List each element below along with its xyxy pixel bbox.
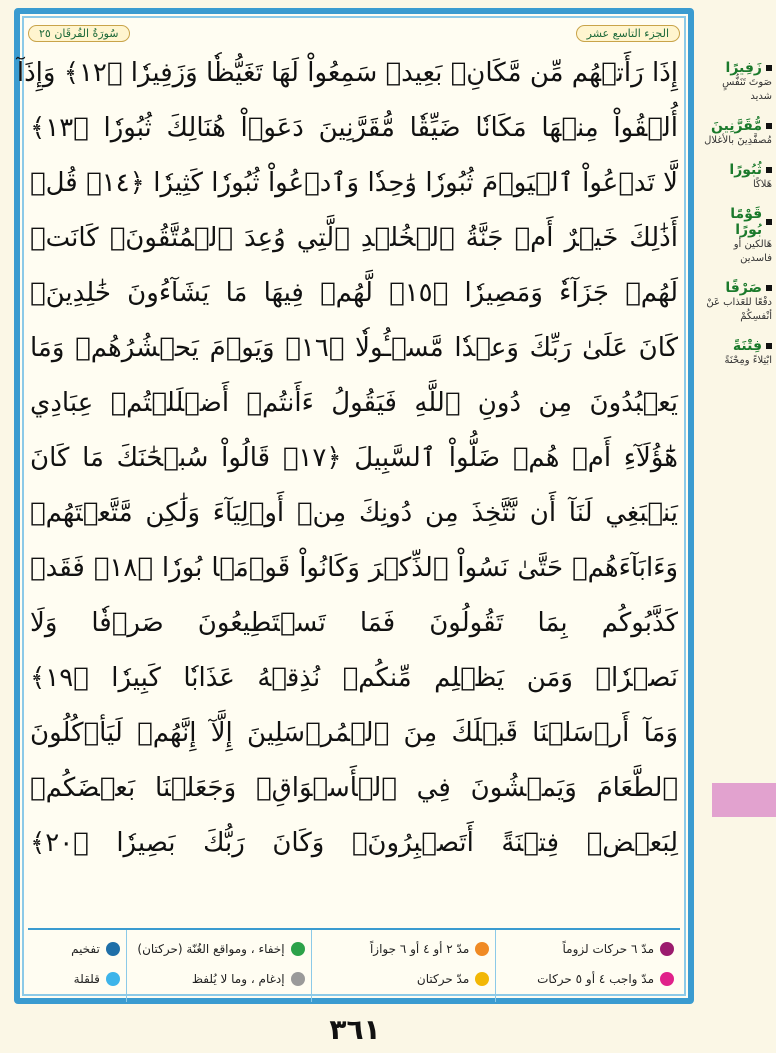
text-line: لَّا تَدۡعُواْ ٱلۡيَوۡمَ ثُبُورٗا وَٰحِدٗا وَٱدۡعُواْ ثُبُورٗا كَثِيرٗا ﴿١٤﴾ قُلۡ: [30, 168, 679, 198]
text-line: وَءَابَآءَهُمۡ حَتَّىٰ نَسُواْ ٱلذِّكۡرَ وَكَانُواْ قَوۡمَۢا بُورٗا ﴿١٨﴾ فَقَدۡ: [30, 553, 678, 583]
glossary-entry: [700, 118, 772, 148]
legend-item: [502, 934, 674, 964]
glossary-meaning: هَلاكًا: [752, 179, 772, 190]
legend-column: [126, 930, 311, 1002]
glossary-entry: [700, 338, 772, 368]
glossary-meaning: ابْتِلاءً ومِحْنَةً: [724, 355, 772, 366]
text-line: يَنۢبَغِي لَنَآ أَن نَّتَّخِذَ مِن دُونِكَ مِنۡ أَوۡلِيَآءَ وَلَٰكِن مَّتَّعۡتَهُمۡ: [30, 498, 678, 528]
page-tab-marker[interactable]: [712, 783, 776, 817]
legend-label: إدغام ، وما لا يُلفظ: [191, 972, 285, 986]
color-dot-icon: [106, 942, 120, 956]
color-dot-icon: [660, 942, 674, 956]
legend-label: مدّ ٦ حركات لزوماً: [562, 942, 654, 956]
text-line: لَهُمۡ جَزَآءٗ وَمَصِيرٗا ﴿١٥﴾ لَّهُمۡ فِيهَا مَا يَشَآءُونَ خَٰلِدِينَۚ: [30, 278, 679, 308]
bullet-icon: [766, 219, 772, 225]
color-dot-icon: [291, 942, 305, 956]
glossary-entry: [700, 60, 772, 104]
glossary-meaning: مُصفَّدِينَ بالأغلال: [704, 135, 772, 146]
legend-item: [318, 964, 490, 994]
legend-label: مدّ حركتان: [416, 972, 470, 986]
legend-column: [311, 930, 496, 1002]
page-number: ٣٦١: [329, 1013, 381, 1046]
glossary-meaning: هَالكين أو فاسدين: [733, 239, 772, 264]
text-line: نَصۡرٗاۚ وَمَن يَظۡلِم مِّنكُمۡ نُذِقۡهُ عَذَابٗا كَبِيرٗا ﴿١٩﴾: [30, 663, 678, 693]
bullet-icon: [766, 65, 772, 71]
surah-title: سُورَةُ الفُرقَان ٢٥: [28, 25, 130, 42]
legend-label: مدّ واجب ٤ أو ٥ حركات: [537, 972, 654, 986]
bullet-icon: [766, 285, 772, 291]
text-line: كَذَّبُوكُم بِمَا تَقُولُونَ فَمَا تَسۡتَطِيعُونَ صَرۡفٗا وَلَا: [30, 608, 678, 638]
bullet-icon: [766, 123, 772, 129]
legend-item: [34, 934, 120, 964]
glossary-entry: [700, 162, 772, 192]
legend-label: قلقلة: [73, 972, 100, 986]
text-line: أُلۡقُواْ مِنۡهَا مَكَانٗا ضَيِّقٗا مُّقَرَّنِينَ دَعَوۡاْ هُنَالِكَ ثُبُورٗا ﴿١٣﴾: [30, 113, 678, 143]
text-line: وَمَآ أَرۡسَلۡنَا قَبۡلَكَ مِنَ ٱلۡمُرۡسَلِينَ إِلَّآ إِنَّهُمۡ لَيَأۡكُلُونَ: [30, 718, 678, 748]
glossary-word: فِتْنَةً: [732, 338, 762, 354]
glossary-word: قَوْمًا بُورًا: [730, 206, 763, 238]
glossary-word: زَفِيرًا: [725, 60, 762, 76]
glossary-sidebar: [700, 60, 772, 382]
text-line: هَٰٓؤُلَآءِ أَمۡ هُمۡ ضَلُّواْ ٱلسَّبِيلَ ﴿١٧﴾ قَالُواْ سُبۡحَٰنَكَ مَا كَانَ: [30, 443, 678, 473]
text-line: لِبَعۡضٖ فِتۡنَةً أَتَصۡبِرُونَۗ وَكَانَ رَبُّكَ بَصِيرٗا ﴿٢٠﴾: [30, 828, 678, 858]
glossary-word: صَرْفًا: [725, 280, 762, 296]
color-dot-icon: [475, 942, 489, 956]
legend-label: تفخيم: [71, 942, 100, 956]
legend-item: [133, 964, 305, 994]
page-header: [28, 20, 680, 46]
legend-item: [34, 964, 120, 994]
color-dot-icon: [106, 972, 120, 986]
page-frame: [14, 8, 694, 1004]
color-dot-icon: [291, 972, 305, 986]
text-line: يَعۡبُدُونَ مِن دُونِ ٱللَّهِ فَيَقُولُ ءَأَنتُمۡ أَضۡلَلۡتُمۡ عِبَادِي: [30, 388, 678, 418]
legend-column: [28, 930, 126, 1002]
glossary-meaning: دفْعًا للعَذاب عَنْ أنْفسِكُمْ: [706, 297, 772, 322]
text-line: أَذَٰلِكَ خَيۡرٌ أَمۡ جَنَّةُ ٱلۡخُلۡدِ ٱلَّتِي وُعِدَ ٱلۡمُتَّقُونَۚ كَانَتۡ: [30, 223, 678, 253]
legend-label: مدّ ٢ أو ٤ أو ٦ جوازاً: [369, 942, 470, 956]
glossary-word: ثُبُورًا: [729, 162, 762, 178]
text-line: ٱلطَّعَامَ وَيَمۡشُونَ فِي ٱلۡأَسۡوَاقِۗ وَجَعَلۡنَا بَعۡضَكُمۡ: [30, 773, 678, 803]
tajweed-legend: [28, 928, 680, 1002]
legend-item: [318, 934, 490, 964]
quran-text: [16, 46, 679, 926]
glossary-entry: [700, 280, 772, 324]
legend-item: [502, 964, 674, 994]
glossary-entry: [700, 206, 772, 266]
color-dot-icon: [475, 972, 489, 986]
text-line: إِذَا رَأَتۡهُم مِّن مَّكَانِۭ بَعِيدٖ سَمِعُواْ لَهَا تَغَيُّظٗا وَزَفِيرٗا ﴿١٢﴾ وَإِذَآ: [16, 58, 678, 88]
glossary-meaning: صَوتَ تَنَفُّسٍ شديد: [722, 77, 772, 102]
bullet-icon: [766, 167, 772, 173]
legend-column: [495, 930, 680, 1002]
bullet-icon: [766, 343, 772, 349]
text-line: كَانَ عَلَىٰ رَبِّكَ وَعۡدٗا مَّسۡـُٔولٗا ﴿١٦﴾ وَيَوۡمَ يَحۡشُرُهُمۡ وَمَا: [30, 333, 678, 363]
legend-item: [133, 934, 305, 964]
color-dot-icon: [660, 972, 674, 986]
glossary-word: مُّقَرَّنِينَ: [710, 118, 762, 134]
juz-title: الجزء التاسع عشر: [576, 25, 680, 42]
legend-label: إخفاء ، ومواقع الغُنّة (حركتان): [137, 942, 285, 956]
